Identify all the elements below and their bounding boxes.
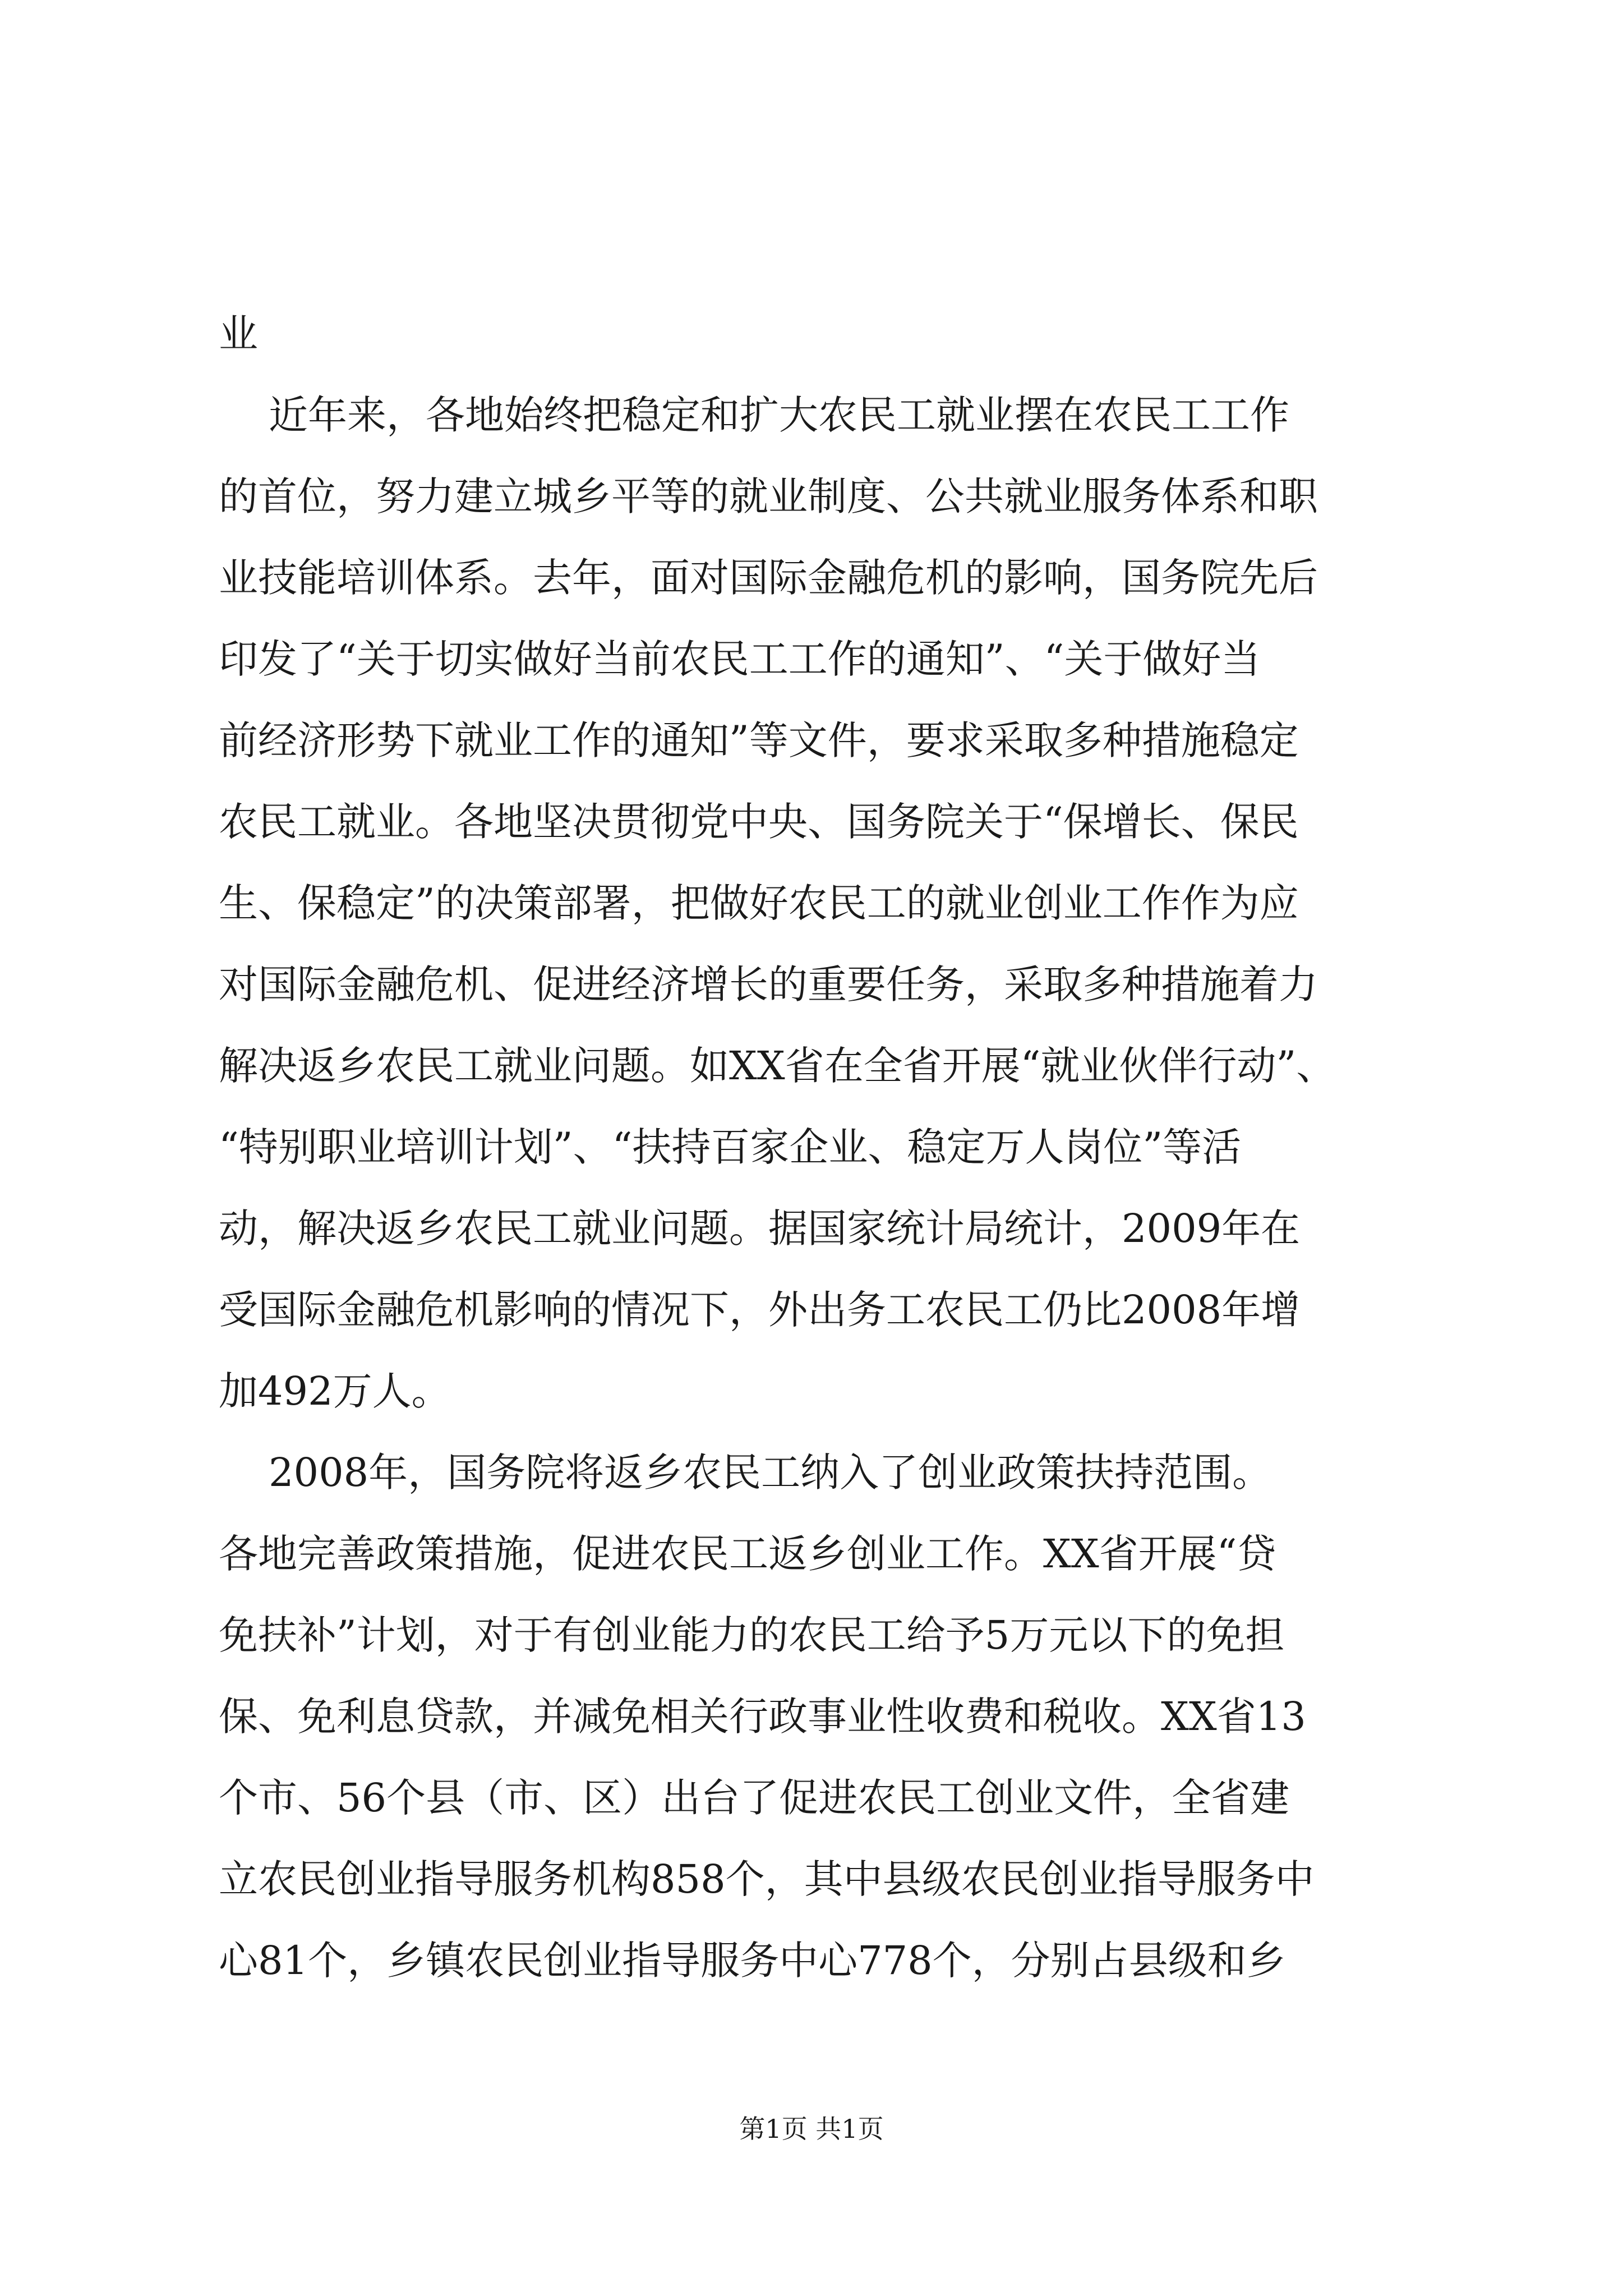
text-line: 的首位，努力建立城乡平等的就业制度、公共就业服务体系和职 [219,473,1318,519]
text-line: 2008年，国务院将返乡农民工纳入了创业政策扶持范围。 [219,1450,1272,1496]
text-line: 免扶补”计划，对于有创业能力的农民工给予5万元以下的免担 [219,1612,1285,1658]
text-line: “特别职业培训计划”、“扶持百家企业、稳定万人岗位”等活 [219,1124,1242,1170]
text-line: 业 [219,311,258,357]
text-line: 近年来，各地始终把稳定和扩大农民工就业摆在农民工工作 [219,392,1290,438]
text-line: 加492万人。 [219,1368,451,1414]
text-line: 个市、56个县（市、区）出台了促进农民工创业文件，全省建 [219,1775,1290,1821]
text-line: 心81个，乡镇农民创业指导服务中心778个，分别占县级和乡 [219,1938,1286,1984]
page-footer: 第1页 共1页 [739,2114,884,2144]
text-line: 立农民创业指导服务机构858个，其中县级农民创业指导服务中 [219,1856,1315,1902]
text-line: 保、免利息贷款，并减免相关行政事业性收费和税收。XX省13 [219,1694,1306,1740]
text-line: 受国际金融危机影响的情况下，外出务工农民工仍比2008年增 [219,1287,1301,1333]
text-line: 对国际金融危机、促进经济增长的重要任务，采取多种措施着力 [219,961,1318,1007]
text-line: 农民工就业。各地坚决贯彻党中央、国务院关于“保增长、保民 [219,799,1299,845]
text-line: 动，解决返乡农民工就业问题。据国家统计局统计，2009年在 [219,1205,1301,1251]
text-line: 解决返乡农民工就业问题。如XX省在全省开展“就业伙伴行动”、 [219,1043,1336,1089]
text-line: 印发了“关于切实做好当前农民工工作的通知”、“关于做好当 [219,636,1261,682]
text-line: 前经济形势下就业工作的通知”等文件，要求采取多种措施稳定 [219,717,1299,763]
text-line: 各地完善政策措施，促进农民工返乡创业工作。XX省开展“贷 [219,1531,1276,1577]
text-line: 生、保稳定”的决策部署，把做好农民工的就业创业工作作为应 [219,880,1299,926]
text-line: 业技能培训体系。去年，面对国际金融危机的影响，国务院先后 [219,555,1318,601]
